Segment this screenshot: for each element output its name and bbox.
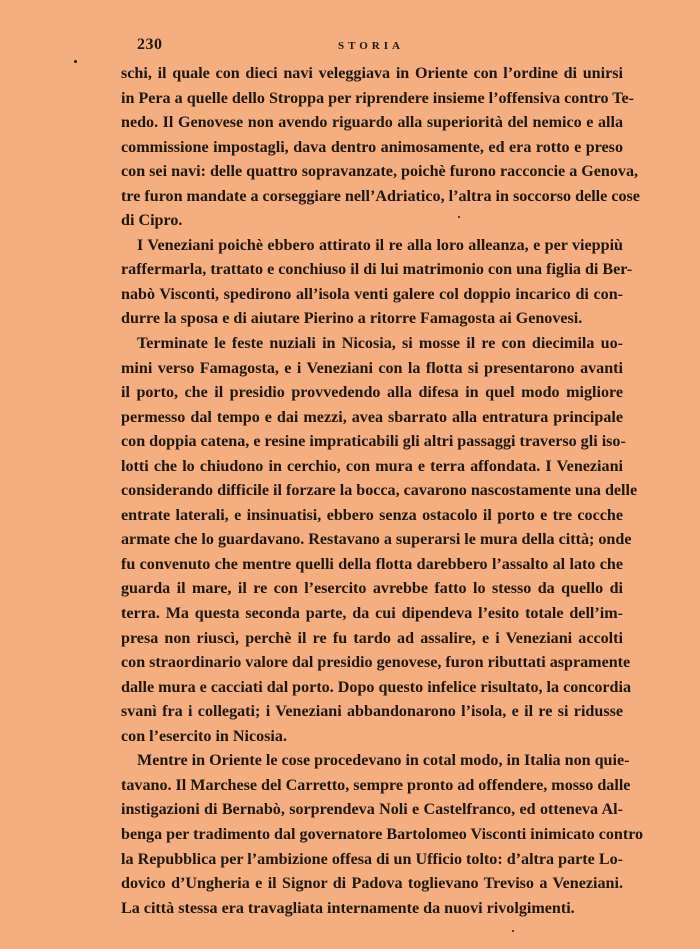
text-line: Mentre in Oriente le cose procedevano in cotal modo, in Italia non quie-: [137, 752, 630, 770]
text-line: terra. Ma questa seconda parte, da cui dipendeva l’esito totale dell’im-: [121, 605, 623, 623]
paragraph: [121, 332, 638, 749]
page-header: [121, 36, 621, 58]
text-line: il porto, che il presidio provvedendo alla difesa in quel modo migliore: [121, 384, 623, 402]
text-line: presa non riuscì, perchè il re fu tardo ad assalire, e i Veneziani accolti: [121, 629, 623, 647]
text-line: entrate laterali, e insinuatisi, ebbero senza ostacolo il porto e tre cocche: [121, 506, 623, 524]
text-line: con straordinario valore dal presidio genovese, furon ributtati aspramente: [121, 654, 631, 672]
text-line: dovico d’Ungheria e il Signor di Padova toglievano Treviso a Veneziani.: [121, 875, 623, 893]
text-line: mini verso Famagosta, e i Veneziani con la flotta si presentarono avanti: [121, 359, 623, 377]
text-line: con sei navi: delle quattro sopravanzate, poichè furono racconcie a Genova,: [121, 163, 639, 181]
text-line: guarda il mare, il re con l’esercito avrebbe fatto lo stesso da quello di: [121, 580, 623, 598]
paragraph: [121, 62, 640, 234]
text-line: Terminate le feste nuziali in Nicosia, si mosse il re con diecimila uo-: [137, 335, 623, 353]
text-line: nedo. Il Genovese non avendo riguardo alla superiorità del nemico e alla: [121, 114, 623, 132]
page-number: 230: [137, 36, 163, 53]
text-line: instigazioni di Bernabò, sorprendeva Noli e Castelfranco, ed otteneva Al-: [121, 801, 623, 819]
paragraph: [121, 749, 644, 921]
ink-speck: [74, 60, 77, 63]
text-line: raffermarla, trattato e conchiuso il di lui matrimonio con una figlia di Ber-: [121, 261, 633, 279]
text-line: la Repubblica per l’ambizione offesa di un Ufficio tolto: d’altra parte Lo-: [121, 850, 623, 868]
text-line: considerando difficile il forzare la bocca, cavarono nascostamente una delle: [121, 482, 638, 500]
text-line: dalle mura e cacciati dal porto. Dopo questo infelice risultato, la concordia: [121, 678, 632, 696]
running-title: STORIA: [338, 40, 404, 52]
text-line: nabò Visconti, spedirono all’isola venti galere col doppio incarico di con-: [121, 285, 623, 303]
text-line: in Pera a quelle dello Stroppa per riprendere insieme l’offensiva contro Te-: [121, 89, 635, 107]
text-line: I Veneziani poichè ebbero attirato il re alla loro alleanza, e per vieppiù: [137, 236, 623, 254]
text-line: con doppia catena, e resine impraticabili gli altri passaggi traverso gli iso-: [121, 433, 626, 451]
text-line: armate che lo guardavano. Restavano a superarsi le mura della città; onde: [121, 531, 632, 549]
text-line: svanì fra i collegati; i Veneziani abbandonarono l’isola, e il re si ridusse: [121, 703, 623, 721]
text-line: tavano. Il Marchese del Carretto, sempre pronto ad offendere, mosso dalle: [121, 776, 631, 794]
text-line: durre la sposa e di aiutare Pierino a ritorre Famagosta ai Genovesi.: [121, 310, 583, 328]
body-text: [121, 62, 644, 921]
text-line: di Cipro.: [121, 212, 183, 230]
paragraph: [121, 234, 633, 332]
text-line: lotti che lo chiudono in cerchio, con mura e terra affondata. I Veneziani: [121, 457, 623, 475]
text-line: La città stessa era travagliata internamente da nuovi rivolgimenti.: [121, 899, 575, 917]
text-line: benga per tradimento dal governatore Bartolomeo Visconti inimicato contro: [121, 825, 644, 843]
text-line: con l’esercito in Nicosia.: [121, 727, 287, 745]
text-line: permesso dal tempo e dai mezzi, avea sbarrato alla entratura principale: [121, 408, 623, 426]
text-line: schi, il quale con dieci navi veleggiava in Oriente con l’ordine di unirsi: [121, 65, 623, 82]
text-line: commissione impostagli, dava dentro animosamente, ed era rotto e preso: [121, 138, 623, 156]
ink-speck: [512, 930, 514, 932]
text-line: tre furon mandate a corseggiare nell’Adriatico, l’altra in soccorso delle cose: [121, 187, 640, 205]
ink-speck: [458, 216, 460, 218]
text-line: fu convenuto che mentre quelli della flotta darebbero l’assalto al lato che: [121, 555, 623, 573]
